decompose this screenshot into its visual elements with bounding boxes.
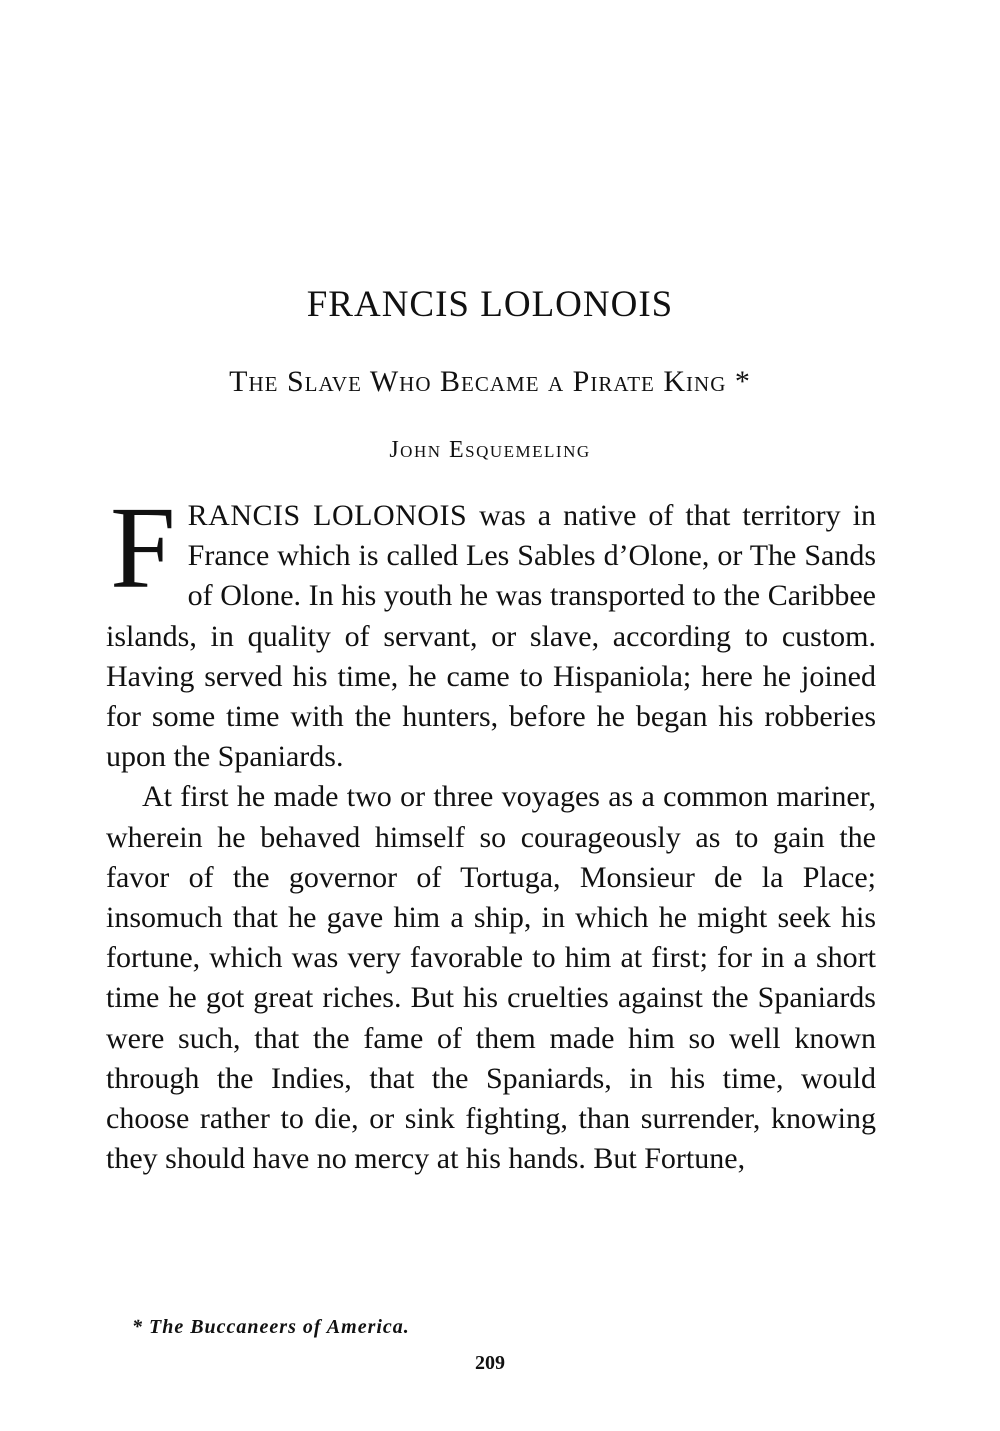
chapter-author: John Esquemeling <box>389 437 591 463</box>
lead-caps: RANCIS LOLONOIS <box>187 499 468 532</box>
chapter-title: FRANCIS LOLONOIS <box>306 284 674 325</box>
page-number: 209 <box>475 1352 505 1374</box>
drop-cap: F <box>110 482 176 613</box>
chapter-subtitle: The Slave Who Became a Pirate King * <box>229 365 751 398</box>
paragraph-1 <box>106 482 877 777</box>
body-text <box>106 482 877 1179</box>
footnote: * The Buccaneers of America. <box>132 1316 410 1338</box>
paragraph-2: At first he made two or three voyages as a common mariner, wherein he behaved himself so courageously as to gain the favor of the governor of Tortuga, Monsieur de la Place; insomuch that he gave him a ship, in which he might seek his fortune, which was very favorable to him at first; for in a short time he got great riches. But his cruelties against the Spaniards were such, that the fame of them made him so well known through the Indies, that the Spaniards, in his time, would choose rather to die, or sink fighting, than surrender, knowing they should have no mercy at his hands. But Fortune, <box>106 780 876 1176</box>
paragraph-1-text: was a native of that territory in France which is called Les Sables d’Olone, or The Sands of Olone. In his youth he was transported to the Caribbee islands, in quality of servant, or slave, according to custom. Having served his time, he came to Hispaniola; here he joined for some time with the hunters, before he began his robberies upon the Spaniards. <box>106 499 877 774</box>
